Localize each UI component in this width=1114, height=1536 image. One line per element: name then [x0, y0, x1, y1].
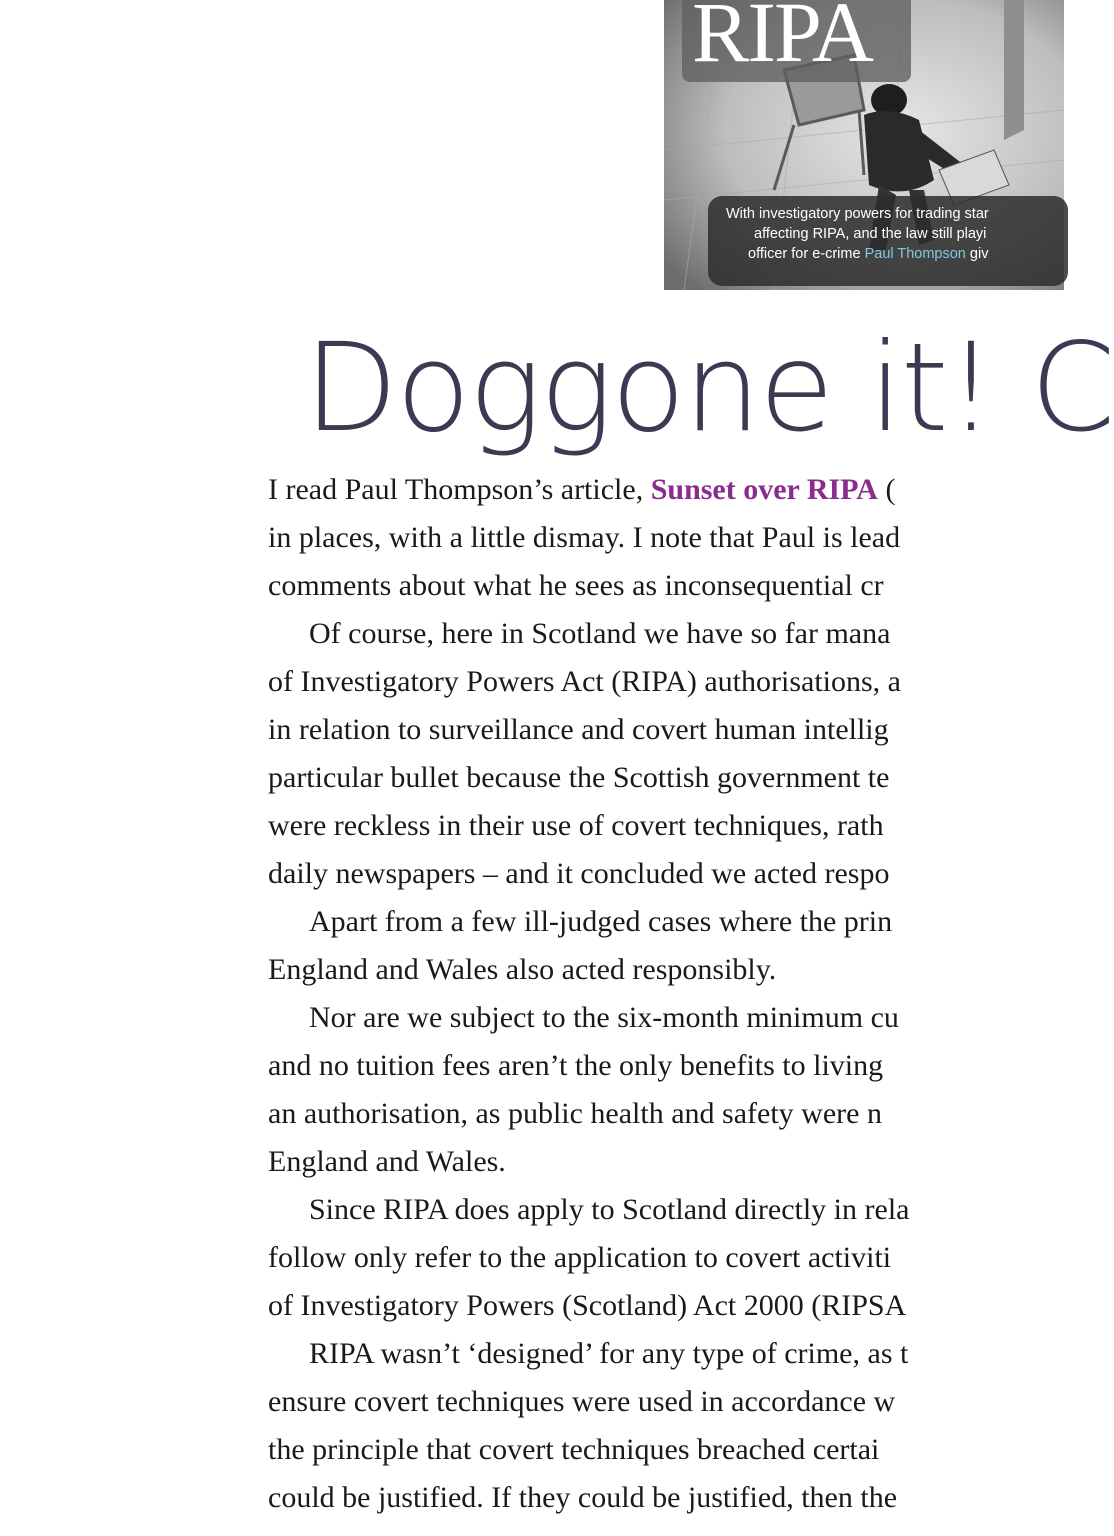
body-line: Since RIPA does apply to Scotland directly in rela	[309, 1193, 910, 1226]
caption-author-name: Paul Thompson	[864, 246, 966, 262]
body-line: in places, with a little dismay. I note that Paul is lead	[268, 521, 901, 554]
article-reference-link[interactable]: Sunset over RIPA	[650, 473, 878, 506]
body-line: were reckless in their use of covert techniques, rath	[268, 809, 884, 842]
body-line: Apart from a few ill-judged cases where the prin	[309, 905, 893, 938]
body-line: England and Wales also acted responsibly.	[268, 953, 777, 986]
image-title-box	[682, 0, 911, 82]
caption-line-2: affecting RIPA, and the law still playi	[754, 226, 987, 242]
article-image	[664, 0, 1064, 290]
body-line: England and Wales.	[268, 1145, 506, 1178]
body-line: an authorisation, as public health and safety were n	[268, 1097, 882, 1130]
body-line: Of course, here in Scotland we have so far mana	[309, 617, 891, 650]
body-line: RIPA wasn’t ‘designed’ for any type of crime, as t	[309, 1337, 909, 1370]
caption-line-1: With investigatory powers for trading star	[726, 206, 989, 222]
body-line-text: I read Paul Thompson’s article,	[268, 473, 651, 506]
body-line: in relation to surveillance and covert human intellig	[268, 713, 889, 746]
body-line	[268, 466, 895, 514]
caption-line-3-start: officer for e-crime	[748, 246, 865, 262]
body-line: of Investigatory Powers Act (RIPA) authorisations, a	[268, 665, 901, 698]
body-line: follow only refer to the application to covert activiti	[268, 1241, 892, 1274]
caption-line-3-end: giv	[965, 246, 989, 262]
body-line: daily newspapers – and it concluded we acted respo	[268, 857, 890, 890]
body-line: could be justified. If they could be justified, then the	[268, 1481, 898, 1514]
caption-line-3	[748, 244, 1108, 264]
body-line: the principle that covert techniques breached certai	[268, 1433, 880, 1466]
article-headline: Doggone it! C	[304, 317, 1114, 459]
body-line: and no tuition fees aren’t the only benefits to living	[268, 1049, 884, 1082]
body-line: of Investigatory Powers (Scotland) Act 2000 (RIPSA	[268, 1289, 907, 1322]
body-line-text: (	[877, 473, 896, 506]
body-line: Nor are we subject to the six-month minimum cu	[309, 1001, 899, 1034]
body-line: comments about what he sees as inconsequential cr	[268, 569, 884, 602]
image-title: RIPA	[692, 0, 873, 80]
body-line: particular bullet because the Scottish government te	[268, 761, 890, 794]
image-caption	[708, 196, 1068, 286]
body-line: ensure covert techniques were used in accordance w	[268, 1385, 896, 1418]
